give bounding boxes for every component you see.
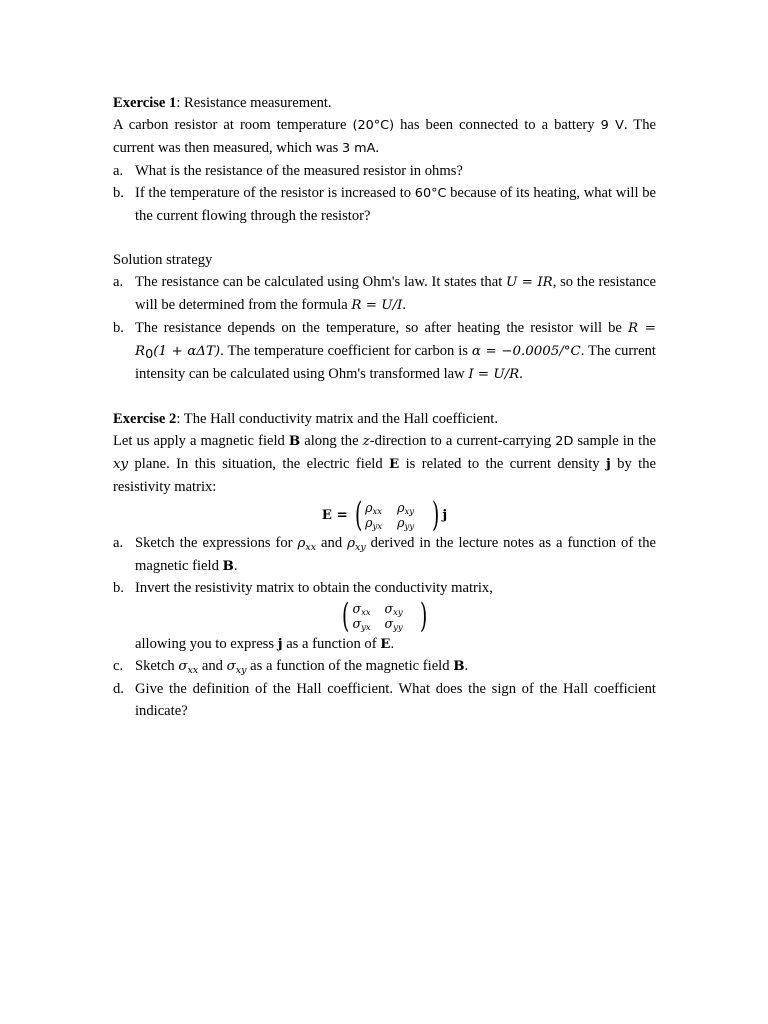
matrix-right-paren: ) <box>432 495 440 535</box>
intro-text: plane. In this situation, the electric field <box>128 456 390 472</box>
exercise-1-subtitle: : Resistance measurement. <box>176 95 332 111</box>
question-text: because of its heating, what will be the current flowing through the resistor? <box>135 185 656 224</box>
exercise-1-question-b <box>113 182 656 227</box>
question-text: . <box>390 636 395 652</box>
conductivity-matrix <box>113 596 656 636</box>
matrix-right-paren: ) <box>419 596 427 636</box>
z-symbol: z <box>362 434 370 449</box>
question-text: Invert the resistivity matrix to obtain the conductivity matrix, <box>135 580 493 596</box>
question-text: derived in the lecture notes as a function of the magnetic field <box>135 535 656 574</box>
sigma-yy: $\sigma_{yy}$ <box>384 616 403 633</box>
intro-text: Let us apply a magnetic field <box>113 433 289 449</box>
rho-xy: $\rho_{xy}$ <box>397 500 415 517</box>
heated-temperature: 60°C <box>414 186 447 201</box>
list-label: b. <box>113 580 124 596</box>
question-text: . <box>464 658 469 674</box>
room-temperature: (20°C) <box>352 118 395 133</box>
exercise-2-question-d <box>113 678 656 722</box>
rho-xx: $\rho_{xx}$ <box>365 500 383 517</box>
temperature-coefficient: α = −0.0005/°C <box>471 344 581 359</box>
question-text: Sketch <box>135 658 179 674</box>
exercise-2-subtitle: : The Hall conductivity matrix and the Hall coefficient. <box>176 411 498 427</box>
battery-voltage: 9 V <box>600 118 624 133</box>
question-text: and <box>198 658 227 674</box>
strategy-text: The resistance depends on the temperature, so after heating the resistor will be <box>135 320 628 336</box>
sigma-xx-symbol: $\sigma_{xx}$ <box>178 659 199 676</box>
intro-text: sample in the <box>573 433 656 449</box>
conductivity-matrix-entries <box>353 601 417 631</box>
strategy-text: . <box>402 297 406 313</box>
exercise-2-question-c <box>113 655 656 678</box>
rho-xx-symbol: $\rho_{xx}$ <box>297 536 317 553</box>
strategy-text: . <box>519 366 523 382</box>
list-label: a. <box>113 535 124 551</box>
electric-field-symbol: E <box>380 636 391 652</box>
exercise-1-heading <box>113 92 656 114</box>
strategy-text: . The current intensity can be calculated using Ohm's transformed law <box>135 343 656 382</box>
exercise-2-title: Exercise 2 <box>113 411 177 427</box>
exercise-2-intro <box>113 430 656 498</box>
exercise-2-heading <box>113 408 656 430</box>
exercise-1-title: Exercise 1 <box>113 95 177 111</box>
strategy-text: , so the resistance will be determined from the formula <box>135 274 657 313</box>
current-formula: I = U/R <box>468 367 520 382</box>
intro-text: . The current was then measured, which was <box>113 117 656 156</box>
sigma-xy-symbol: $\sigma_{xy}$ <box>226 659 247 676</box>
two-d-label: 2D <box>555 434 574 449</box>
strategy-text: The resistance can be calculated using Ohm's law. It states that <box>135 274 507 290</box>
exercise-1-intro <box>113 114 656 160</box>
rho-xy-symbol: $\rho_{xy}$ <box>347 536 366 553</box>
resistivity-matrix <box>365 500 429 530</box>
intro-text: has been connected to a battery <box>394 117 601 133</box>
question-text: as a function of the magnetic field <box>246 658 454 674</box>
temperature-resistance-equation: R = <box>627 321 656 336</box>
sigma-yx: $\sigma_{yx}$ <box>352 616 371 633</box>
list-label: a. <box>113 274 124 290</box>
question-text: Give the definition of the Hall coefficient. What does the sign of the Hall coefficient indicate? <box>135 681 656 719</box>
measured-current: 3 mA <box>341 141 376 156</box>
sigma-xy: $\sigma_{xy}$ <box>384 601 403 618</box>
list-label: b. <box>113 320 124 336</box>
intro-text: is related to the current density <box>399 456 606 472</box>
current-density-symbol: j <box>605 456 611 472</box>
list-label: b. <box>113 185 124 201</box>
document-body <box>113 92 656 722</box>
intro-text: -direction to a current-carrying <box>369 433 556 449</box>
question-text: What is the resistance of the measured resistor in ohms? <box>135 163 463 179</box>
temperature-resistance-equation: R <box>135 344 146 359</box>
solution-strategy-heading: Solution strategy <box>113 252 213 268</box>
rho-yy: $\rho_{yy}$ <box>397 515 415 532</box>
matrix-left-paren: ( <box>354 495 363 535</box>
rho-yx: $\rho_{yx}$ <box>365 515 383 532</box>
exercise-2-question-b <box>113 577 656 655</box>
list-label: d. <box>113 681 124 697</box>
electric-field-symbol: E <box>389 456 400 472</box>
intro-text: A carbon resistor at room temperature <box>113 117 353 133</box>
resistance-formula: R = U/I <box>351 298 403 313</box>
exercise-2-question-a <box>113 532 656 577</box>
strategy-text: . The temperature coefficient for carbon is <box>220 343 472 359</box>
question-text: as a function of <box>282 636 381 652</box>
list-label: a. <box>113 163 124 179</box>
question-text: Sketch the expressions for <box>135 535 298 551</box>
sigma-xx: $\sigma_{xx}$ <box>352 601 371 618</box>
strategy-item-b <box>113 317 656 386</box>
subscript: 0 <box>145 347 154 362</box>
exercise-1-question-a <box>113 160 656 182</box>
question-text: . <box>233 558 238 574</box>
intro-text: by the resistivity matrix: <box>113 456 656 495</box>
xy-symbol: xy <box>113 457 129 472</box>
question-text: allowing you to express <box>135 636 278 652</box>
resistivity-matrix-equation <box>113 495 656 535</box>
list-label: c. <box>113 658 124 674</box>
intro-text: along the <box>300 433 363 449</box>
equation-lhs: E = <box>321 507 348 523</box>
intro-text: . <box>375 140 380 156</box>
matrix-left-paren: ( <box>342 596 350 636</box>
ohms-law-equation: U = IR <box>506 275 553 290</box>
magnetic-field-symbol: B <box>222 558 234 574</box>
temperature-resistance-equation: (1 + αΔT) <box>153 344 221 359</box>
strategy-item-a <box>113 271 656 317</box>
question-text: If the temperature of the resistor is increased to <box>135 185 415 201</box>
magnetic-field-symbol: B <box>288 433 301 449</box>
magnetic-field-symbol: B <box>453 658 465 674</box>
current-density-symbol: j <box>277 636 283 652</box>
equation-rhs: j <box>442 507 448 523</box>
question-text: and <box>316 535 348 551</box>
